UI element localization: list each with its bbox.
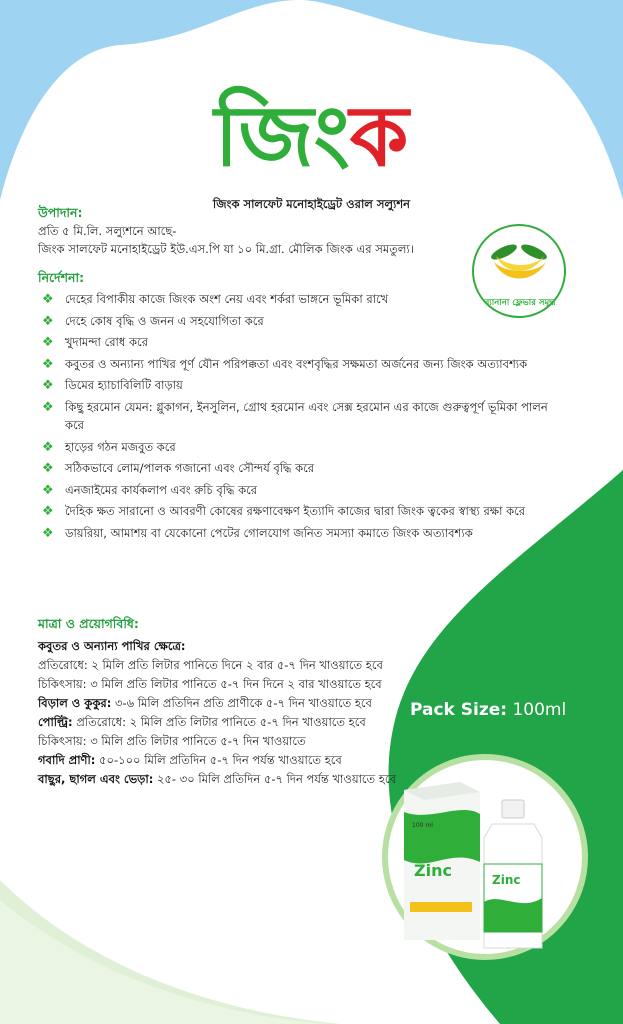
bottle-brand-text: Zinc xyxy=(492,873,521,887)
poultry-prevention: প্রতিরোধে: ২ মিলি প্রতি লিটার পানিতে ৫-৭ দিন খাওয়াতে হবে xyxy=(72,715,366,729)
list-item: ❖ কিছু হরমোন যেমন: গ্লুকাগন, ইনসুলিন, গ্রোথ হরমোন এবং সেক্স হরমোন এর কাজে গুরুত্বপূর্ণ ভূমিকা পালন করে xyxy=(42,399,548,432)
product-box xyxy=(404,782,480,940)
banana-flavor-text: ব্যানানা ফ্লেভার সমৃদ্ধ xyxy=(484,298,556,308)
pack-size-value: 100ml xyxy=(512,700,567,720)
indications-heading: নির্দেশনা: xyxy=(38,270,85,285)
diamond-bullet-icon: ❖ xyxy=(42,356,54,372)
list-item: ❖ হাড়ের গঠন মজবুত করে xyxy=(38,438,568,457)
diamond-bullet-icon: ❖ xyxy=(42,313,54,329)
diamond-bullet-icon: ❖ xyxy=(42,292,54,307)
cattle-text: ৫০-১০০ মিলি প্রতিদিন ৫-৭ দিন পর্যন্ত খাওয়াতে হবে xyxy=(95,753,342,767)
dosage-block xyxy=(38,637,398,789)
diamond-bullet-icon: ❖ xyxy=(42,439,54,455)
list-item: ❖ ডায়রিয়া, আমাশয় বা যেকোনো পেটের গোলযোগ জনিত সমস্যা কমাতে জিংক অত্যাবশ্যক xyxy=(38,524,568,543)
indications-list xyxy=(38,290,568,545)
diamond-bullet-icon: ❖ xyxy=(42,504,54,519)
diamond-bullet-icon: ❖ xyxy=(42,378,54,393)
list-item: ❖ দেহের বিপাকীয় কাজে জিংক অংশ নেয় এবং শর্করা ভাঙ্গনে ভূমিকা রাখে xyxy=(38,290,568,309)
cat-dog-label: বিড়াল ও কুকুর: xyxy=(38,696,112,710)
birds-treatment: চিকিৎসায়: ৩ মিলি প্রতি লিটার পানিতে ৫-৭ দিন দিনে ২ বার খাওয়াতে হবে xyxy=(38,677,382,691)
title-part-green: জিং xyxy=(214,87,350,185)
diamond-bullet-icon: ❖ xyxy=(42,399,54,415)
list-item: ❖ ডিমের হ্যাচাবিলিটি বাড়ায় xyxy=(38,376,568,395)
poultry-treatment: চিকিৎসায়: ৩ মিলি প্রতি লিটার পানিতে ৫-৭ দিন খাওয়াতে xyxy=(38,734,306,748)
list-item: ❖ দেহে কোষ বৃদ্ধি ও জনন এ সহযোগিতা করে xyxy=(38,312,568,331)
diamond-bullet-icon: ❖ xyxy=(42,461,54,476)
cat-dog-text: ৩-৬ মিলি প্রতিদিন প্রতি প্রাণীকে ৫-৭ দিন খাওয়াতে হবে xyxy=(111,696,372,710)
composition-line-2: জিংক সালফেট মনোহাইড্রেট ইউ.এস.পি যা ১০ মি.গ্রা. মৌলিক জিংক এর সমতুল্য। xyxy=(38,242,414,256)
title-part-red: ক xyxy=(349,87,409,185)
list-item: ❖ খুদামন্দা রোধ করে xyxy=(38,333,568,352)
diamond-bullet-icon: ❖ xyxy=(42,525,54,541)
list-item: ❖ এনজাইমের কার্যকলাপ এবং রুচি বৃদ্ধি করে xyxy=(38,481,568,500)
cattle-label: গবাদি প্রাণী: xyxy=(38,753,96,767)
list-item: ❖ কবুতর ও অন্যান্য পাখির পূর্ণ যৌন পরিপক্কতা এবং বংশবৃদ্ধির সক্ষমতা অর্জনের জন্য জিংক অত্যাবশ্যক xyxy=(38,355,568,374)
product-image xyxy=(380,752,590,962)
pack-size-label: Pack Size: xyxy=(410,700,508,720)
product-title xyxy=(0,88,623,184)
composition-heading: উপাদান: xyxy=(38,205,83,220)
box-volume-text: 100 ml xyxy=(412,822,433,829)
list-item: ❖ দৈহিক ক্ষত সারানো ও আবরণী কোষের রক্ষণাবেক্ষণ ইত্যাদি কাজের দ্বারা জিংক ত্বকের স্বাস্থ্য রক্ষা করে xyxy=(38,502,568,521)
product-subtitle: জিংক সালফেট মনোহাইড্রেট ওরাল সল্যুশন xyxy=(212,197,411,211)
dosage-heading: মাত্রা ও প্রয়োগবিধি: xyxy=(38,616,139,631)
calf-goat-text: ২৫- ৩০ মিলি প্রতিদিন ৫-৭ দিন পর্যন্ত খাওয়াতে হবে xyxy=(153,772,396,786)
box-brand-text: Zinc xyxy=(414,861,452,880)
calf-goat-label: বাছুর, ছাগল এবং ভেড়া: xyxy=(38,772,154,786)
diamond-bullet-icon: ❖ xyxy=(42,335,54,350)
composition-line-1: প্রতি ৫ মি.লি. সল্যুশনে আছে- xyxy=(38,224,177,238)
poultry-label: পোল্ট্রি: xyxy=(38,715,73,729)
birds-label: কবুতর ও অন্যান্য পাখির ক্ষেত্রে: xyxy=(38,639,186,653)
diamond-bullet-icon: ❖ xyxy=(42,482,54,498)
pack-size xyxy=(410,700,566,720)
list-item: ❖ সঠিকভাবে লোম/পালক গজানো এবং সৌন্দর্য বৃদ্ধি করে xyxy=(38,459,568,478)
birds-prevention: প্রতিরোধে: ২ মিলি প্রতি লিটার পানিতে দিনে ২ বার ৫-৭ দিন খাওয়াতে হবে xyxy=(38,658,383,672)
